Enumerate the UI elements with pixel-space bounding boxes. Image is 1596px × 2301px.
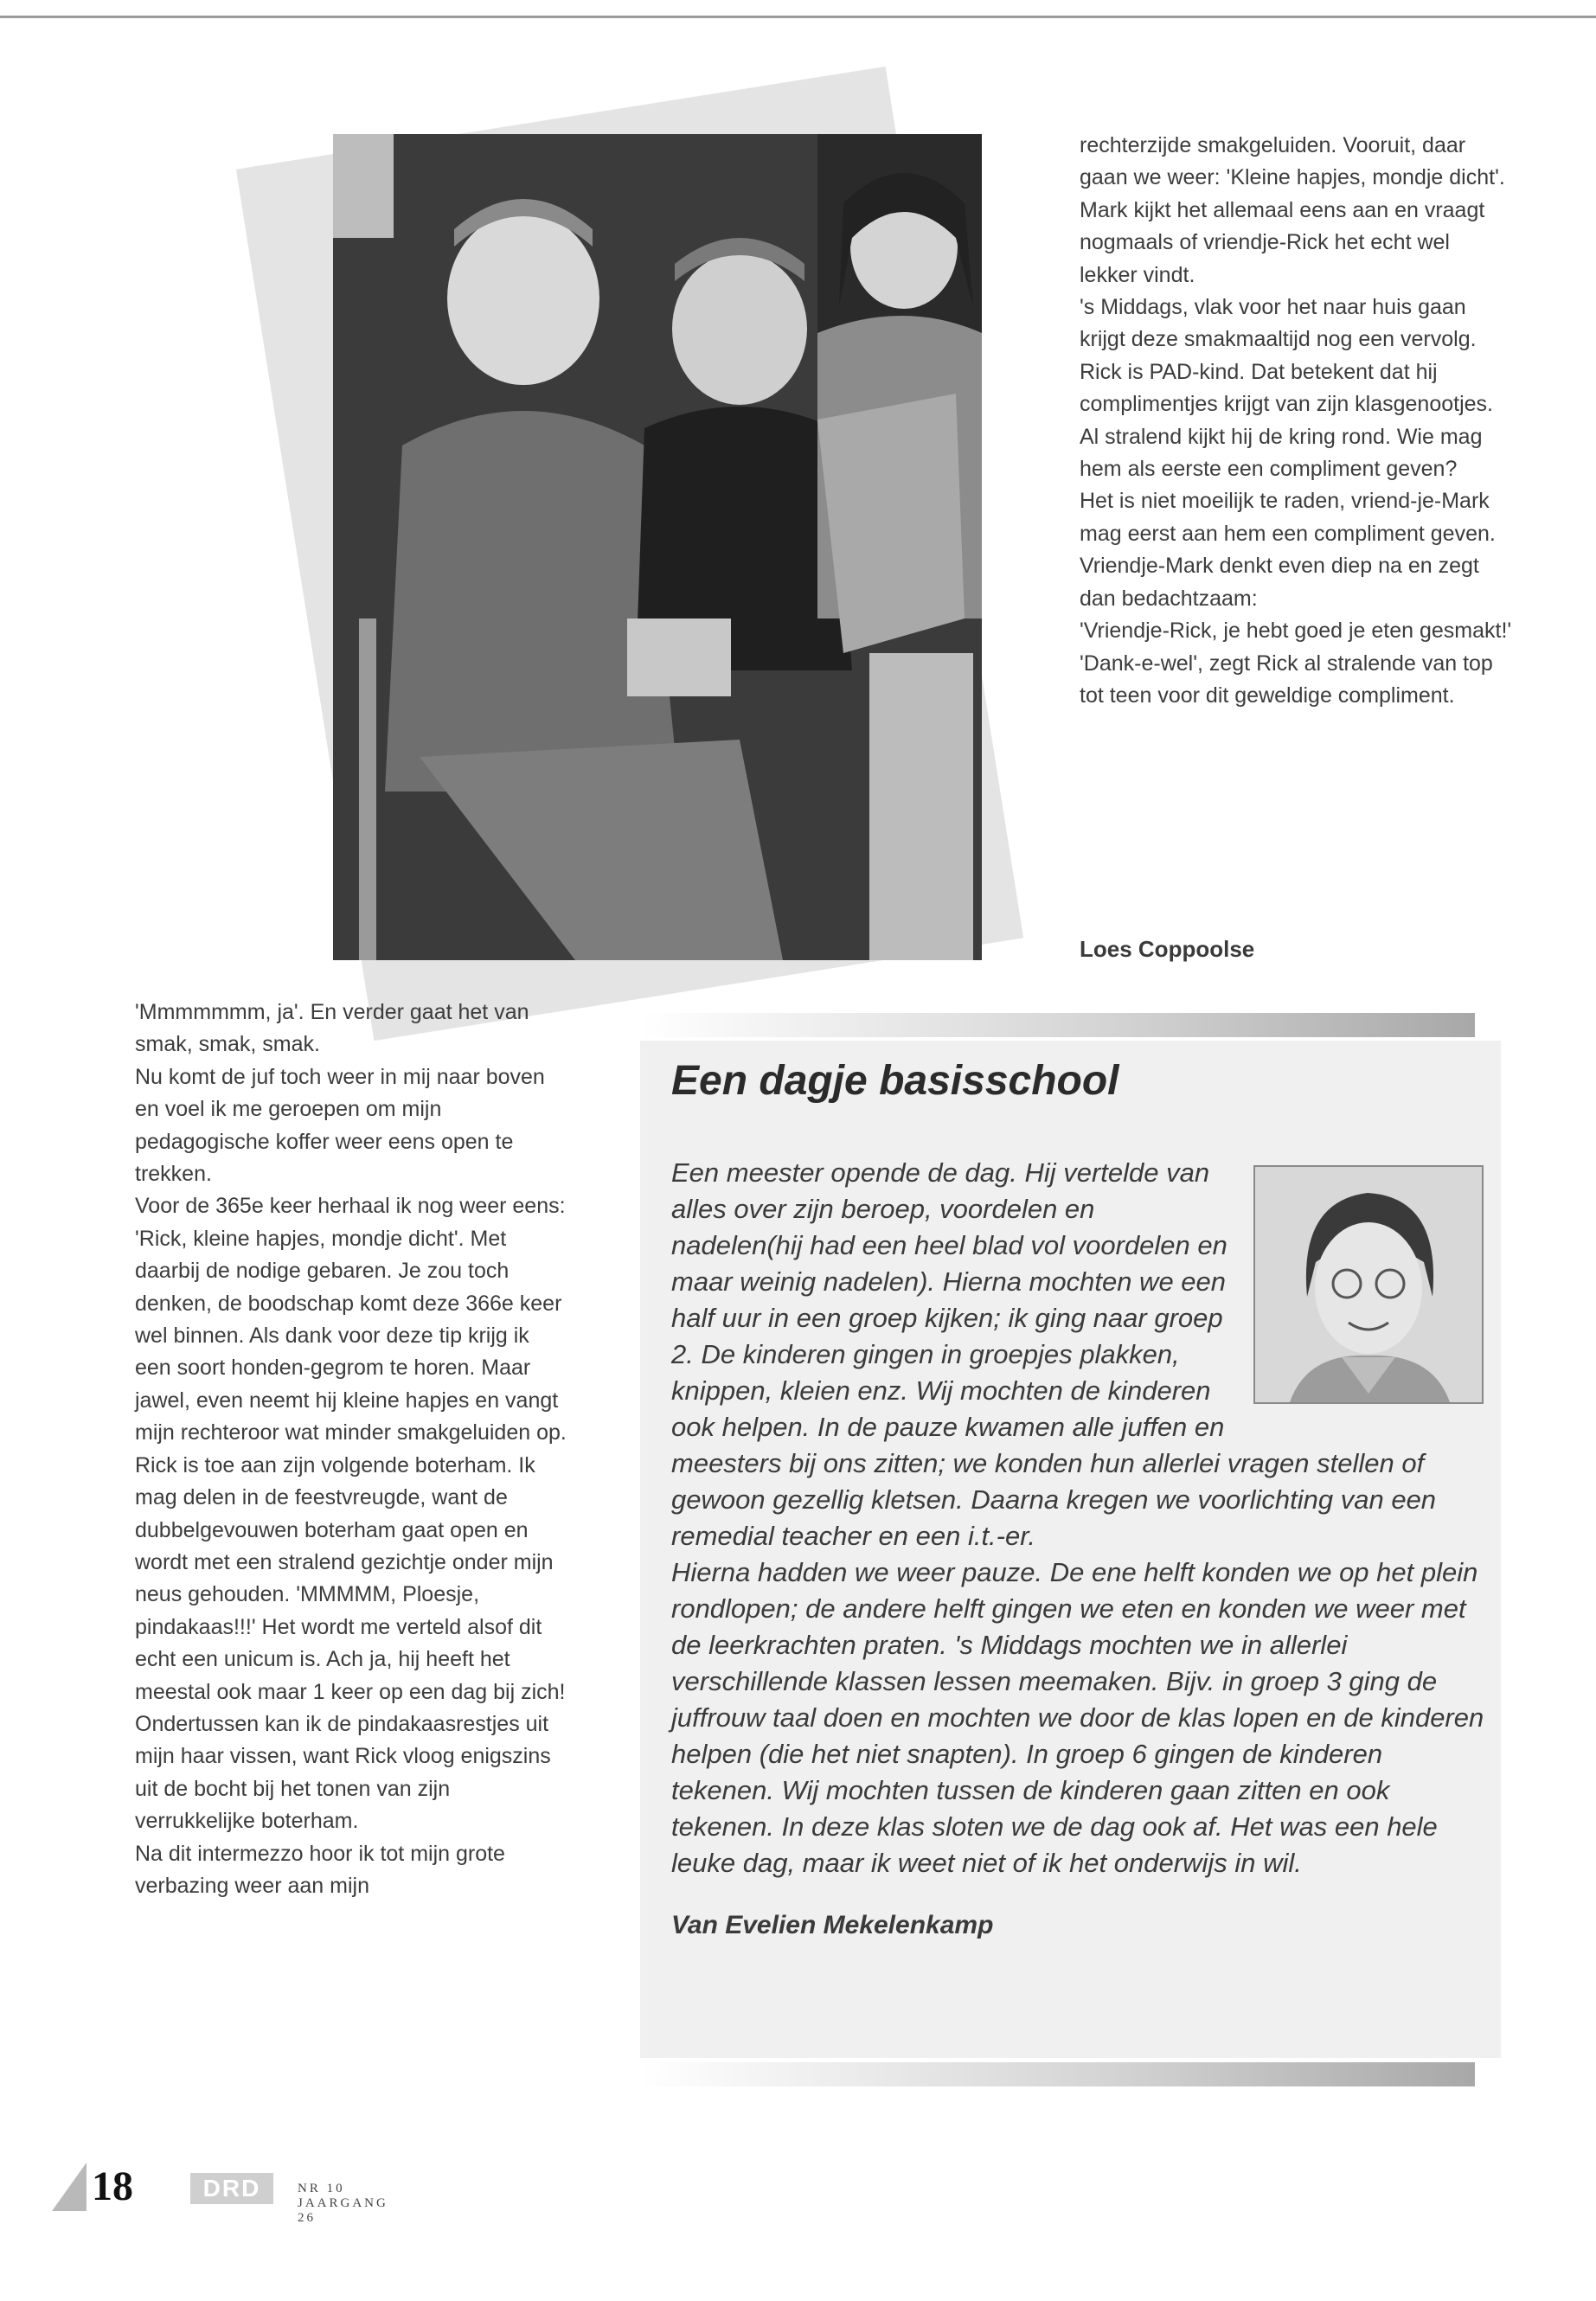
article-author: Loes Coppoolse <box>1080 936 1255 962</box>
right-paragraph: 'Dank-e-wel', zegt Rick al stralende van top tot teen voor dit geweldige compliment. <box>1080 651 1493 708</box>
right-paragraph: 'Vriendje-Rick, je hebt goed je eten gesmakt!' <box>1080 619 1512 644</box>
right-column-text <box>1080 130 1512 712</box>
sidebar-paragraph: Een meester opende de dag. Hij vertelde van alles over zijn beroep, voordelen en nadelen(hij had een heel blad vol voordelen en maar weinig nadelen). Hierna mochten we een half uur in een groep kijken; ik ging naar groep 2. De kinderen gingen in groepjes plakken, knippen, kleien enz. Wij mochten de kinderen ook helpen. In de pauze kwamen alle juffen en meesters bij ons zitten; we konden hun allerlei vragen stellen of gewoon gezellig kletsen. Daarna kregen we voorlichting van een remedial teacher en een i.t.-er. <box>671 1157 1437 1551</box>
right-paragraph: Rick is PAD-kind. Dat betekent dat hij complimentjes krijgt van zijn klasgenootjes. Al stralend kijkt hij de kring rond. Wie mag hem als eerste een compliment geven? <box>1080 359 1493 482</box>
right-paragraph: Het is niet moeilijk te raden, vriend-je-Mark mag eerst aan hem een compliment geven. <box>1080 489 1496 546</box>
left-paragraph: Voor de 365e keer herhaal ik nog weer eens: 'Rick, kleine hapjes, mondje dicht'. Met daarbij de nodige gebaren. Je zou toch denken, de boodschap komt deze 366e keer wel binnen. Als dank voor deze tip krijg ik een soort honden-gegrom te horen. Maar jawel, even neemt hij kleine hapjes en vangt mijn rechteroor wat minder smakgeluiden op. <box>135 1194 567 1445</box>
left-paragraph: Ondertussen kan ik de pindakaasrestjes uit mijn haar vissen, want Rick vloog enigszins uit de bocht bij het tonen van zijn verrukkelijke boterham. <box>135 1711 551 1834</box>
left-paragraph: Rick is toe aan zijn volgende boterham. Ik mag delen in de feestvreugde, want de dubbelgevouwen boterham gaat open en wordt met een stralend gezichtje onder mijn neus gehouden. 'MMMMM, Ploesje, pindakaas!!!' Het wordt me verteld alsof dit echt een unicum is. Ach ja, hij heeft het meestal ook maar 1 keer op een dag bij zich! <box>135 1452 566 1704</box>
classroom-photo <box>333 134 982 960</box>
sidebar-top-bar <box>640 1013 1475 1037</box>
portrait-illustration <box>1255 1167 1482 1402</box>
sidebar-paragraph: Hierna hadden we weer pauze. De ene helft konden we op het plein rondlopen; de andere helft gingen we eten en konden we weer met de leerkrachten praten. 's Middags mochten we in allerlei verschillende klassen lessen meemaken. Bijv. in groep 3 ging de juffrouw taal doen en mochten we door de klas lopen en de kinderen helpen (die het niet snapten). In groep 6 gingen de kinderen tekenen. Wij mochten tussen de kinderen gaan zitten en ook tekenen. In deze klas sloten we de dag ook af. Het was een hele leuke dag, maar ik weet niet of ik het onderwijs in wil. <box>671 1557 1484 1878</box>
right-paragraph: Vriendje-Mark denkt even diep na en zegt dan bedachtzaam: <box>1080 554 1479 611</box>
sidebar-author: Van Evelien Mekelenkamp <box>671 1911 994 1939</box>
sidebar-title: Een dagje basisschool <box>671 1058 1119 1104</box>
left-paragraph: Nu komt de juf toch weer in mij naar boven en voel ik me geroepen om mijn pedagogische koffer weer eens open te trekken. <box>135 1064 545 1187</box>
magazine-logo: DRD <box>190 2173 273 2204</box>
children-photo-illustration <box>333 134 982 960</box>
left-paragraph: Na dit intermezzo hoor ik tot mijn grote verbazing weer aan mijn <box>135 1841 505 1898</box>
page-number: 18 <box>92 2163 133 2209</box>
left-paragraph: 'Mmmmmmm, ja'. En verder gaat het van smak, smak, smak. <box>135 1000 529 1057</box>
right-paragraph: rechterzijde smakgeluiden. Vooruit, daar gaan we weer: 'Kleine hapjes, mondje dicht'. <box>1080 133 1505 190</box>
left-column-text <box>135 997 567 1902</box>
page-number-tab <box>52 2163 87 2211</box>
right-paragraph: Mark kijkt het allemaal eens aan en vraagt nogmaals of vriendje-Rick het echt wel lekker vindt. <box>1080 197 1485 287</box>
portrait-photo <box>1253 1165 1484 1404</box>
right-paragraph: 's Middags, vlak voor het naar huis gaan krijgt deze smakmaaltijd nog een vervolg. <box>1080 295 1477 352</box>
page-top-rule <box>0 16 1596 18</box>
issue-info: NR 10 JAARGANG 26 <box>298 2182 388 2225</box>
sidebar-bottom-bar <box>640 2062 1475 2086</box>
sidebar-body <box>671 1155 1489 1944</box>
